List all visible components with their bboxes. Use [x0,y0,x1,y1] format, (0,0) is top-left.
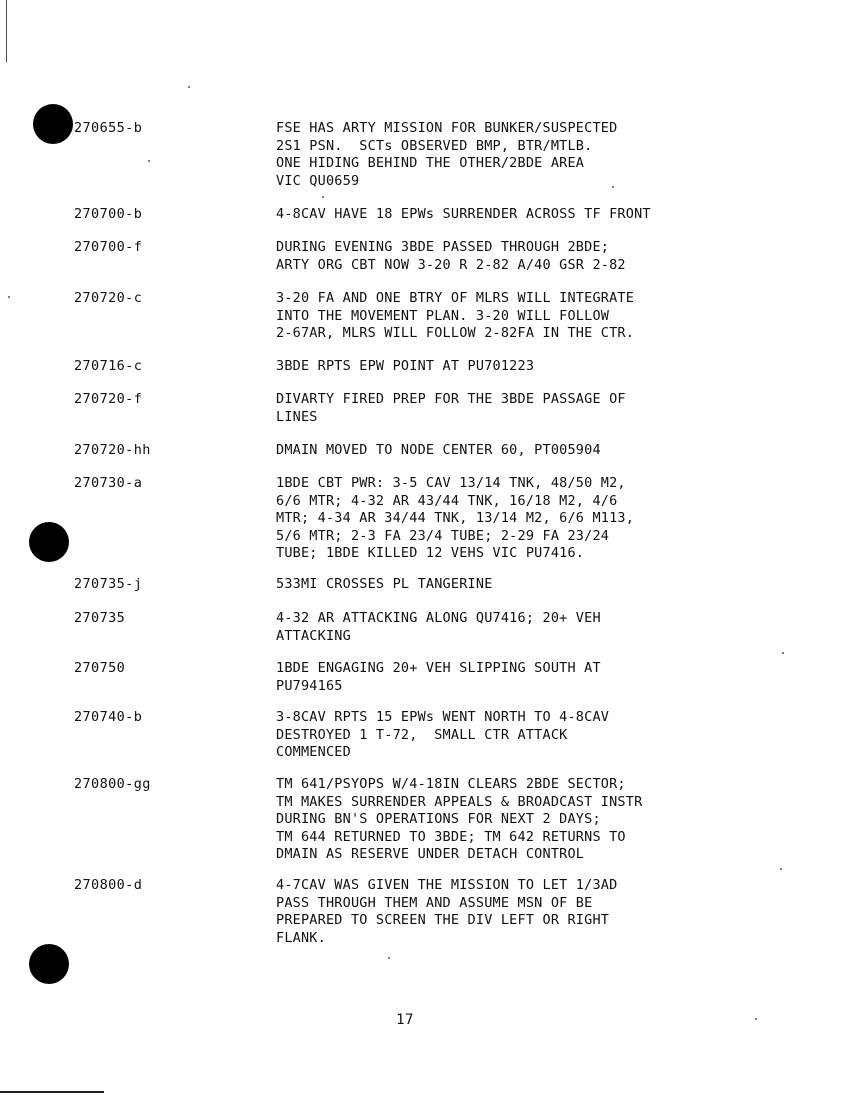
scan-speck [188,86,190,88]
entry-text: FSE HAS ARTY MISSION FOR BUNKER/SUSPECTED 2S1 PSN. SCTs OBSERVED BMP, BTR/MTLB. ONE HIDING BEHIND THE OTHER/2BDE AREA VIC QU0659 [276,120,618,189]
entry-dtg: 270716-c [74,358,143,374]
entry-text: DMAIN MOVED TO NODE CENTER 60, PT005904 [276,442,601,458]
scan-bottom-line [0,1091,104,1093]
entry-text: 1BDE CBT PWR: 3-5 CAV 13/14 TNK, 48/50 M2, 6/6 MTR; 4-32 AR 43/44 TNK, 16/18 M2, 4/6 MTR; 4-34 AR 34/44 TNK, 13/14 M2, 6/6 M113, 5/6 MTR; 2-3 FA 23/4 TUBE; 2-29 FA 23/24 TUBE; 1BDE KILLED 12 VEHS VIC PU7416. [276,475,635,562]
entry-dtg: 270735 [74,610,126,626]
punch-hole-bottom [29,944,69,984]
entry-dtg: 270720-hh [74,442,151,458]
entry-text: DIVARTY FIRED PREP FOR THE 3BDE PASSAGE OF LINES [276,391,626,425]
entry-text: DURING EVENING 3BDE PASSED THROUGH 2BDE; ARTY ORG CBT NOW 3-20 R 2-82 A/40 GSR 2-82 [276,239,626,273]
entry-dtg: 270800-gg [74,776,151,792]
entry-text: 4-8CAV HAVE 18 EPWs SURRENDER ACROSS TF FRONT [276,206,651,222]
entry-dtg: 270740-b [74,709,143,725]
punch-hole-top [33,104,73,144]
scan-edge-line [6,0,7,62]
entry-dtg: 270700-f [74,239,143,255]
entry-text: 3-8CAV RPTS 15 EPWs WENT NORTH TO 4-8CAV DESTROYED 1 T-72, SMALL CTR ATTACK COMMENCED [276,709,610,761]
scan-speck [780,868,782,870]
entry-dtg: 270720-f [74,391,143,407]
entry-text: TM 641/PSYOPS W/4-18IN CLEARS 2BDE SECTOR; TM MAKES SURRENDER APPEALS & BROADCAST INSTR DURING BN'S OPERATIONS FOR NEXT 2 DAYS; TM 644 RETURNED TO 3BDE; TM 642 RETURNS TO DMAIN AS RESERVE UNDER DETACH CONTROL [276,776,643,863]
entry-text: 4-7CAV WAS GIVEN THE MISSION TO LET 1/3AD PASS THROUGH THEM AND ASSUME MSN OF BE PREPARED TO SCREEN THE DIV LEFT OR RIGHT FLANK. [276,877,618,946]
scan-speck [782,652,784,654]
entry-text: 4-32 AR ATTACKING ALONG QU7416; 20+ VEH ATTACKING [276,610,601,644]
entry-dtg: 270700-b [74,206,143,222]
entry-dtg: 270750 [74,660,126,676]
entry-dtg: 270730-a [74,475,143,491]
entry-dtg: 270720-c [74,290,143,306]
entry-dtg: 270655-b [74,120,143,136]
entry-text: 533MI CROSSES PL TANGERINE [276,576,493,592]
scan-speck [388,957,390,959]
scan-speck [322,196,324,198]
entry-dtg: 270735-j [74,576,143,592]
scan-speck [8,296,10,298]
entry-dtg: 270800-d [74,877,143,893]
page-number: 17 [396,1012,414,1028]
scan-speck [148,160,150,162]
entry-text: 3BDE RPTS EPW POINT AT PU701223 [276,358,535,374]
punch-hole-middle [29,522,69,562]
entry-text: 1BDE ENGAGING 20+ VEH SLIPPING SOUTH AT PU794165 [276,660,601,694]
entry-text: 3-20 FA AND ONE BTRY OF MLRS WILL INTEGRATE INTO THE MOVEMENT PLAN. 3-20 WILL FOLLOW 2-67AR, MLRS WILL FOLLOW 2-82FA IN THE CTR. [276,290,635,342]
